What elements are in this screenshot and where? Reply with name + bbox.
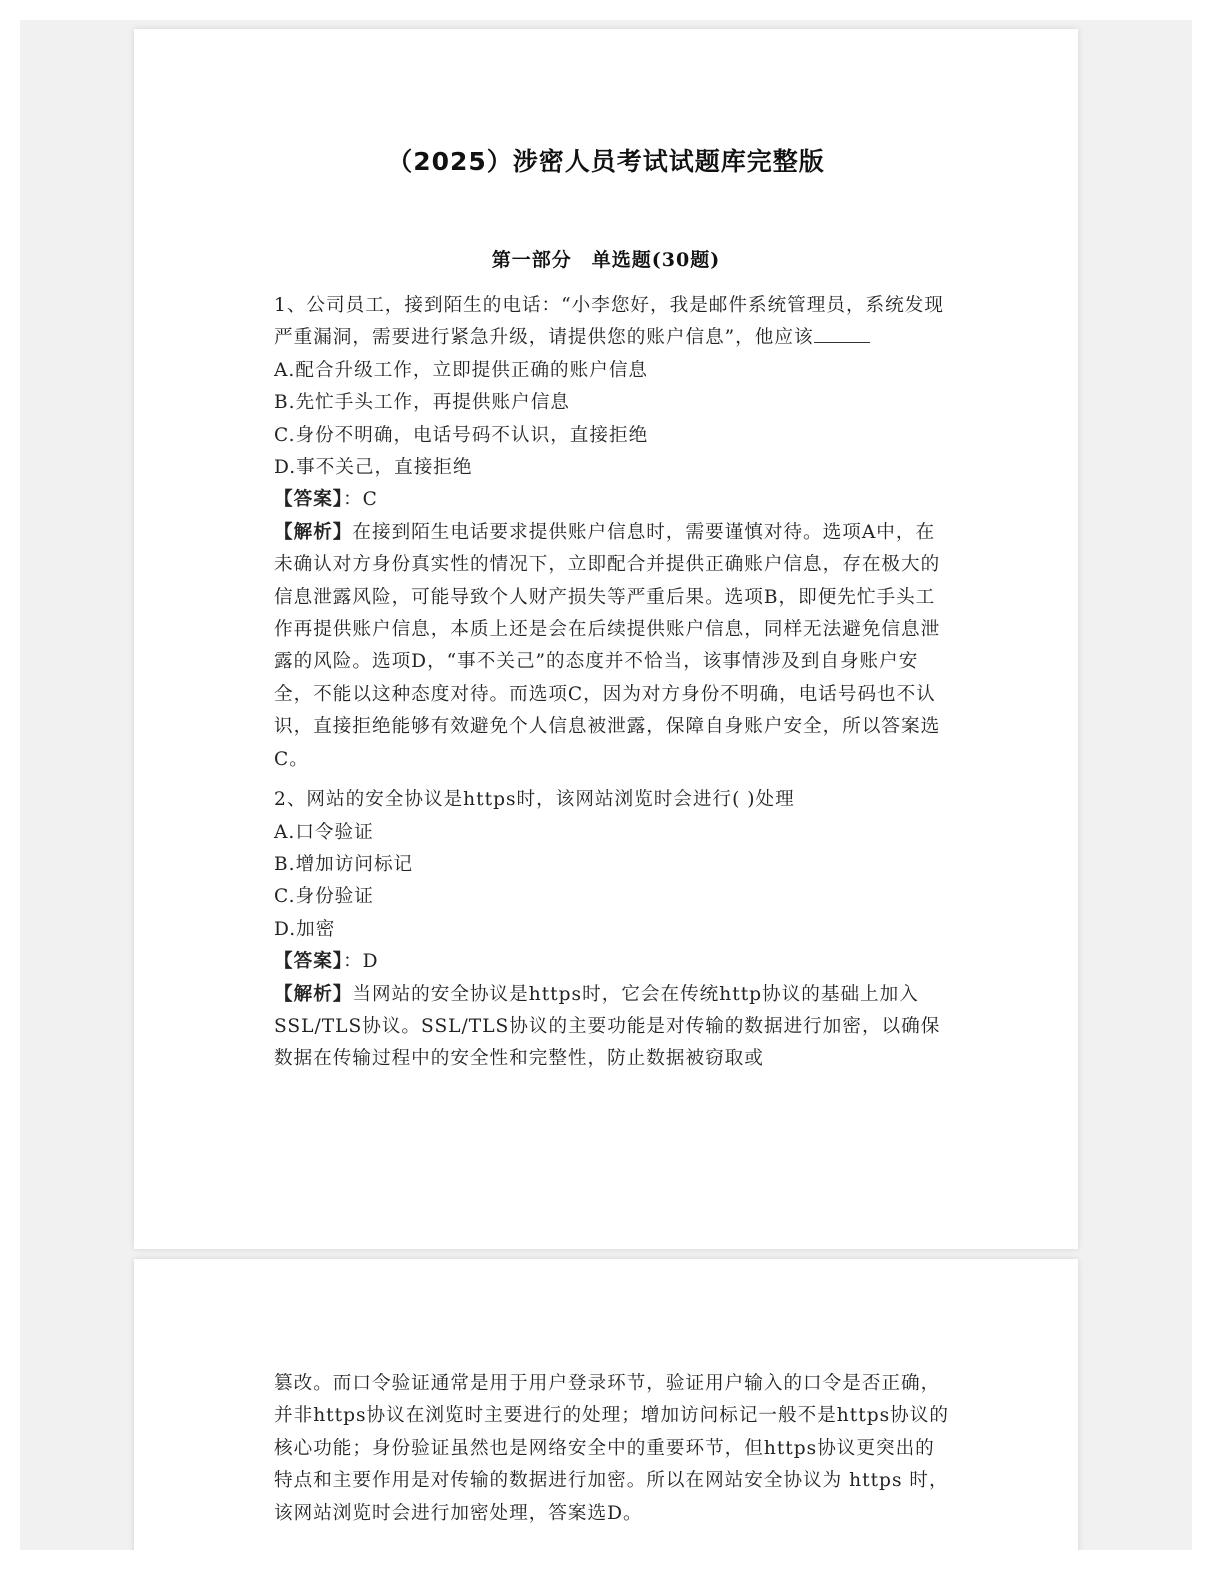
analysis-label: 【解析】 xyxy=(274,983,353,1005)
document-title: （2025）涉密人员考试试题库完整版 xyxy=(387,147,825,176)
question-stem xyxy=(274,290,954,355)
option-a: A.口令验证 xyxy=(274,821,374,843)
analysis-paragraph xyxy=(274,979,954,1076)
option-c: C.身份验证 xyxy=(274,886,374,908)
analysis-text: 当网站的安全协议是https时，它会在传统http协议的基础上加入SSL/TLS协议。SSL/TLS协议的主要功能是对传输的数据进行加密，以确保数据在传输过程中的安全性和完整性，防止数据被窃取或 xyxy=(274,983,941,1070)
option-b: B.增加访问标记 xyxy=(274,853,414,875)
page-1-content xyxy=(274,290,954,1076)
answer-blank xyxy=(814,322,870,343)
question-stem-text: 1、公司员工，接到陌生的电话：“小李您好，我是邮件系统管理员，系统发现严重漏洞，需要进行紧急升级，请提供您的账户信息”，他应该 xyxy=(274,295,944,349)
answer-value: ：D xyxy=(343,951,379,973)
answer-line xyxy=(274,484,954,516)
document-page-2 xyxy=(134,1259,1078,1550)
answer-label: 【答案】 xyxy=(274,951,344,973)
option-d: D.加密 xyxy=(274,918,336,940)
option-c: C.身份不明确，电话号码不认识，直接拒绝 xyxy=(274,424,649,446)
document-viewer[interactable] xyxy=(20,20,1192,1550)
analysis-label: 【解析】 xyxy=(274,521,353,543)
option-d: D.事不关己，直接拒绝 xyxy=(274,457,473,479)
answer-value: ：C xyxy=(343,489,378,511)
answer-label: 【答案】 xyxy=(274,489,344,511)
page-2-content xyxy=(274,1368,954,1530)
document-page-1 xyxy=(134,29,1078,1249)
answer-line xyxy=(274,946,954,978)
analysis-continuation: 篡改。而口令验证通常是用于用户登录环节，验证用户输入的口令是否正确，并非https协议在浏览时主要进行的处理；增加访问标记一般不是https协议的核心功能；身份验证虽然也是网络安全中的重要环节，但https协议更突出的特点和主要作用是对传输的数据进行加密。所以在网站安全协议为 https 时，该网站浏览时会进行加密处理，答案选D。 xyxy=(274,1373,949,1524)
section-title: 第一部分 单选题(30题) xyxy=(491,249,721,271)
analysis-paragraph xyxy=(274,517,954,776)
question-stem: 2、网站的安全协议是https时，该网站浏览时会进行( )处理 xyxy=(274,789,795,811)
analysis-text: 在接到陌生电话要求提供账户信息时，需要谨慎对待。选项A中，在未确认对方身份真实性的情况下，立即配合并提供正确账户信息，存在极大的信息泄露风险，可能导致个人财产损失等严重后果。选项B，即便先忙手头工作再提供账户信息，本质上还是会在后续提供账户信息，同样无法避免信息泄露的风险。选项D，“事不关己”的态度并不恰当，该事情涉及到自身账户安全，不能以这种态度对待。而选项C，因为对方身份不明确，电话号码也不认识，直接拒绝能够有效避免个人信息被泄露，保障自身账户安全，所以答案选C。 xyxy=(274,521,941,770)
question-1 xyxy=(274,290,954,776)
option-a: A.配合升级工作，立即提供正确的账户信息 xyxy=(274,359,649,381)
question-2 xyxy=(274,784,954,1076)
option-b: B.先忙手头工作，再提供账户信息 xyxy=(274,392,570,414)
